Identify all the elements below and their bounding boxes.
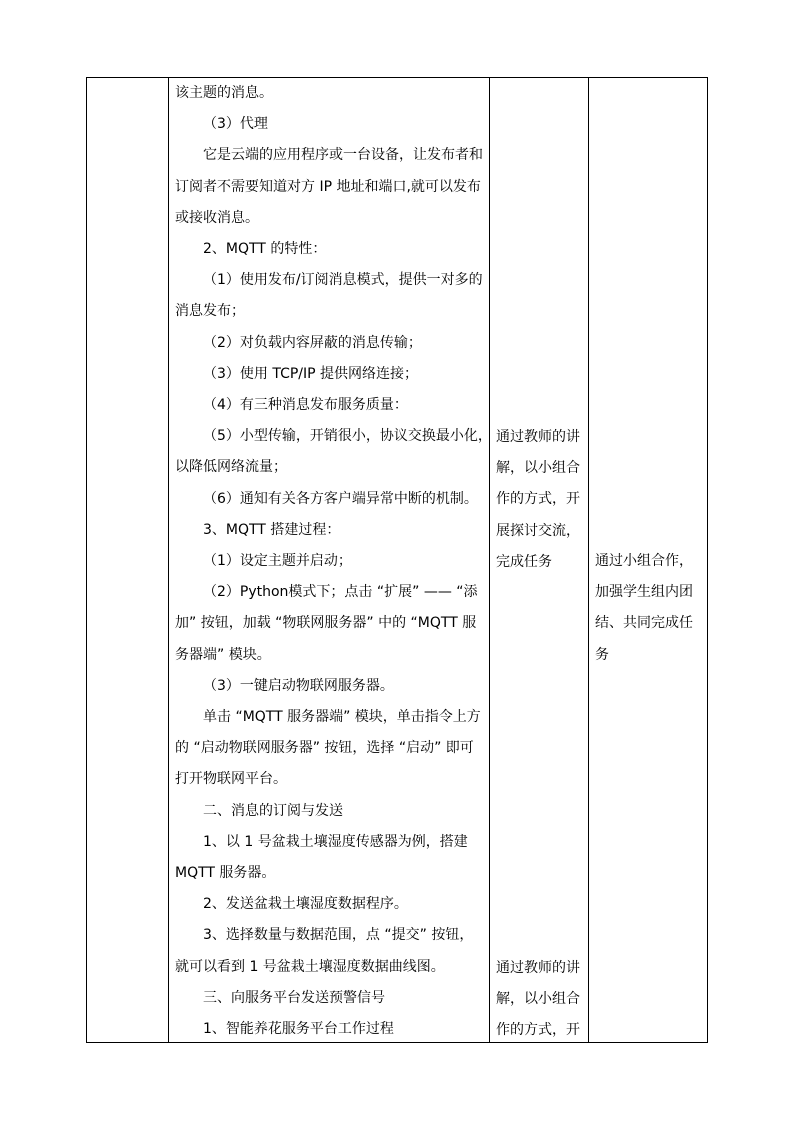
content-line: （3）使用 TCP/IP 提供网络连接；: [203, 365, 419, 382]
content-line: 2、MQTT 的特性：: [203, 241, 327, 257]
design-intent-line: 加强学生组内团: [595, 584, 693, 601]
column-border-right: [707, 77, 708, 1043]
content-line: （1）设定主题并启动；: [203, 553, 352, 569]
content-line: 以降低网络流量；: [175, 459, 287, 476]
content-line: 加” 按钮，加载 “物联网服务器” 中的 “MQTT 服: [175, 615, 477, 632]
content-line: 二、消息的订阅与发送: [203, 802, 343, 819]
content-line: 2、发送盆栽土壤湿度数据程序。: [203, 896, 408, 913]
content-line: MQTT 服务器。: [175, 865, 276, 881]
teacher-activity-line: 作的方式，开: [496, 491, 580, 508]
content-line: （3）代理: [203, 116, 268, 133]
teacher-activity-line: 作的方式，开: [496, 1022, 580, 1039]
design-intent-line: 结、共同完成任: [595, 615, 693, 632]
design-intent-line: 务: [595, 646, 609, 663]
teacher-activity-line: 解，以小组合: [496, 991, 580, 1008]
content-line: 单击 “MQTT 服务器端” 模块，单击指令上方: [203, 709, 481, 725]
design-intent-line: 通过小组合作，: [595, 553, 693, 569]
teacher-activity-line: 通过教师的讲: [496, 960, 580, 976]
teacher-activity-line: 解，以小组合: [496, 460, 580, 477]
content-line: （1）使用发布/订阅消息模式，提供一对多的: [203, 272, 483, 289]
column-border-3: [489, 77, 490, 1043]
content-line: 该主题的消息。: [175, 85, 273, 101]
content-line: 1、智能养花服务平台工作过程: [203, 1021, 394, 1037]
column-border-left: [86, 77, 87, 1043]
column-border-2: [168, 77, 169, 1043]
content-line: 消息发布；: [175, 303, 245, 320]
content-line: 或接收消息。: [175, 209, 259, 226]
teacher-activity-line: 展探讨交流，: [496, 522, 580, 539]
content-line: 就可以看到 1 号盆栽土壤湿度数据曲线图。: [175, 958, 445, 975]
content-line: 的 “启动物联网服务器” 按钮，选择 “启动” 即可: [175, 740, 474, 757]
content-line: 务器端” 模块。: [175, 646, 271, 663]
teacher-activity-line: 完成任务: [496, 553, 552, 570]
content-line: （2）Python模式下；点击 “扩展” —— “添: [203, 584, 478, 601]
content-line: （2）对负载内容屏蔽的消息传输；: [203, 334, 422, 351]
teacher-activity-line: 通过教师的讲: [496, 429, 580, 445]
content-line: 订阅者不需要知道对方 IP 地址和端口,就可以发布: [175, 178, 481, 195]
table-top-border: [86, 77, 708, 78]
content-line: 打开物联网平台。: [175, 771, 287, 788]
content-line: （5）小型传输，开销很小，协议交换最小化，: [203, 428, 492, 445]
content-line: 它是云端的应用程序或一台设备，让发布者和: [203, 147, 483, 164]
content-line: 3、选择数量与数据范围，点 “提交” 按钮，: [203, 927, 474, 944]
content-line: （4）有三种消息发布服务质量：: [203, 397, 408, 413]
column-border-4: [588, 77, 589, 1043]
content-line: （6）通知有关各方客户端异常中断的机制。: [203, 490, 478, 507]
content-line: 1、以 1 号盆栽土壤湿度传感器为例，搭建: [203, 833, 468, 850]
content-line: （3）一键启动物联网服务器。: [203, 677, 394, 694]
content-line: 3、MQTT 搭建过程：: [203, 521, 341, 538]
table-bottom-border: [86, 1042, 708, 1043]
content-line: 三、向服务平台发送预警信号: [203, 989, 385, 1006]
